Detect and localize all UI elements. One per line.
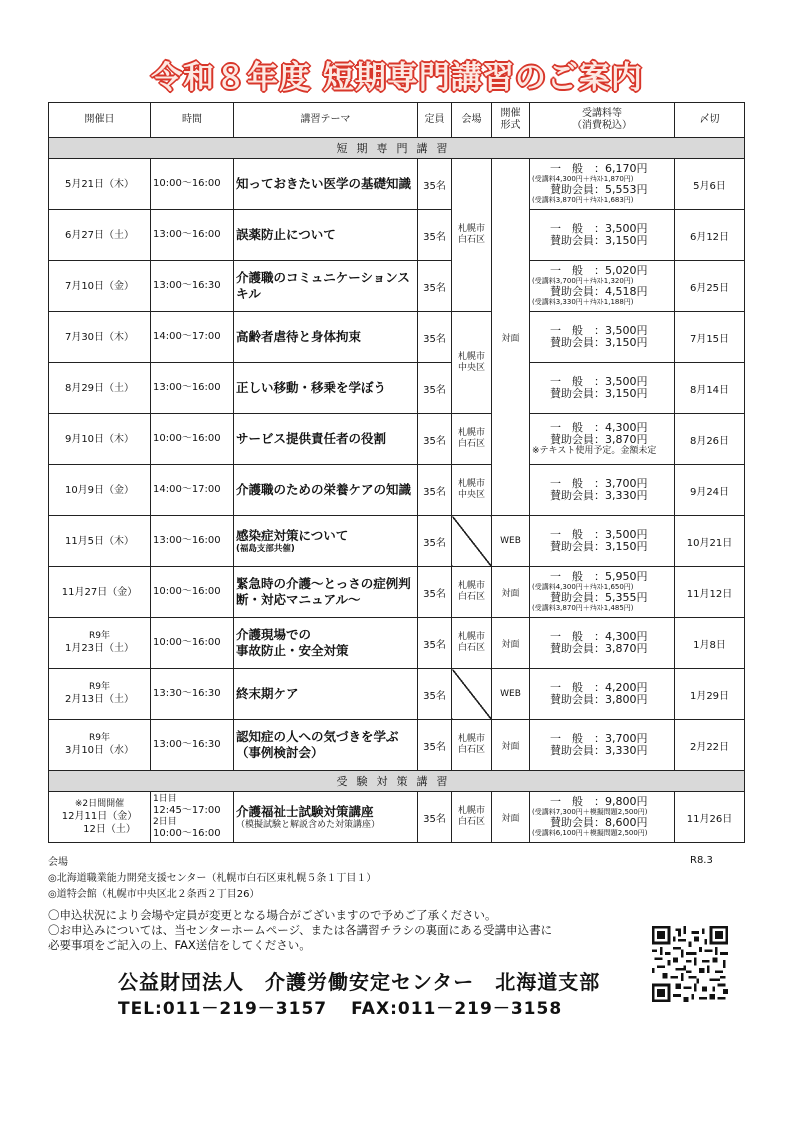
venue-cell: 札幌市 白石区 [452, 720, 492, 771]
notes [48, 908, 552, 953]
venue-cell: 札幌市 白石区 [452, 618, 492, 669]
revision-label: R8.3 [690, 855, 713, 866]
phone-number: TEL:011－219－3157 [118, 999, 328, 1019]
venue-cell: 札幌市 白石区 [452, 414, 492, 465]
schedule-table [48, 102, 745, 843]
table-row: R9年 2月13日（土） 13:30～16:30 終末期ケア 35名 WEB 一 般 ：4,200円 賛助会員：3,800円 1月29日 [49, 669, 745, 720]
note-line: 〇お申込みについては、当センターホームページ、または各講習チラシの裏面にある受講申込書に [48, 923, 553, 937]
section-row-exam: 受験対策講習 [49, 771, 745, 792]
contact-info [118, 994, 562, 1019]
col-capacity: 定員 [418, 103, 452, 138]
venue-cell: 札幌市 中央区 [452, 465, 492, 516]
no-venue-slash [452, 516, 492, 567]
col-format: 開催 形式 [492, 103, 530, 138]
table-row: 11月5日（木） 13:00～16:00 感染症対策について (福島支部共催) 35名 WEB 一 般 ：3,500円 賛助会員：3,150円 10月21日 [49, 516, 745, 567]
col-deadline: 〆切 [675, 103, 745, 138]
table-row: 5月21日（木） 10:00～16:00 知っておきたい医学の基礎知識 35名 札幌市 白石区 対面 一 般 ：6,170円 (受講料4,300円＋ﾃｷｽﾄ1,870円) 賛助会員：5,553円 (受講料3,870円＋ﾃｷｽﾄ1,683円) 5月6日 [49, 159, 745, 210]
table-row: 6月27日（土） 13:00～16:00 誤薬防止について 35名 一 般 ：3,500円 賛助会員：3,150円 6月12日 [49, 210, 745, 261]
page-title: 令和８年度 短期専門講習のご案内 [151, 60, 643, 96]
table-row: 10月9日（金） 14:00～17:00 介護職のための栄養ケアの知識 35名 札幌市 中央区 一 般 ：3,700円 賛助会員：3,330円 9月24日 [49, 465, 745, 516]
note-line: 〇申込状況により会場や定員が変更となる場合がございますので予めご了承ください。 [48, 908, 497, 922]
table-header-row [49, 103, 745, 138]
format-cell: 対面 [492, 159, 530, 516]
col-theme: 講習テーマ [234, 103, 418, 138]
venue-cell: 札幌市 白石区 [452, 159, 492, 312]
venue-cell: 札幌市 中央区 [452, 312, 492, 414]
col-date: 開催日 [49, 103, 151, 138]
table-row: 9月10日（木） 10:00～16:00 サービス提供責任者の役割 35名 札幌市 白石区 一 般 ：4,300円 賛助会員：3,870円 ※テキスト使用予定。金額未定 8月26日 [49, 414, 745, 465]
table-row: 8月29日（土） 13:00～16:00 正しい移動・移乗を学ぼう 35名 一 般 ：3,500円 賛助会員：3,150円 8月14日 [49, 363, 745, 414]
venue-heading: 会場 [48, 857, 68, 868]
col-time: 時間 [151, 103, 234, 138]
section-row-short: 短期専門講習 [49, 138, 745, 159]
no-venue-slash [452, 669, 492, 720]
venue-line-2: ◎道特会館（札幌市中央区北２条西２丁目26） [48, 889, 260, 900]
table-row-exam: ※2日間開催 12月11日（金）12日（土） 1日目 12:45～17:00 2日目 10:00～16:00 介護福祉士試験対策講座 （模擬試験と解説含めた対策講座） 35名 札幌市 白石区 対面 一 般 ：9,800円 (受講料7,300円＋模擬問題2,500円) 賛助会員：8,600円 (受講料6,100円＋模擬問題2,500円) 11月26日 [49, 792, 745, 843]
col-fee: 受講料等 （消費税込） [530, 103, 675, 138]
col-venue: 会場 [452, 103, 492, 138]
table-row: R9年 3月10日（水） 13:00～16:30 認知症の人への気づきを学ぶ（事例検討会） 35名 札幌市 白石区 対面 一 般 ：3,700円 賛助会員：3,330円 2月22日 [49, 720, 745, 771]
fax-number: FAX:011－219－3158 [351, 999, 563, 1019]
venue-cell: 札幌市 白石区 [452, 792, 492, 843]
table-row: 7月30日（木） 14:00～17:00 高齢者虐待と身体拘束 35名 札幌市 中央区 一 般 ：3,500円 賛助会員：3,150円 7月15日 [49, 312, 745, 363]
organization-name: 公益財団法人 介護労働安定センター 北海道支部 [118, 970, 601, 994]
venue-cell: 札幌市 白石区 [452, 567, 492, 618]
qr-code-icon [652, 925, 728, 1003]
table-row: R9年 1月23日（土） 10:00～16:00 介護現場での 事故防止・安全対策 35名 札幌市 白石区 対面 一 般 ：4,300円 賛助会員：3,870円 1月8日 [49, 618, 745, 669]
table-row: 7月10日（金） 13:00～16:30 介護職のコミュニケーションスキル 35名 一 般 ：5,020円 (受講料3,700円＋ﾃｷｽﾄ1,320円) 賛助会員：4,518円 (受講料3,330円＋ﾃｷｽﾄ1,188円) 6月25日 [49, 261, 745, 312]
venue-line-1: ◎北海道職業能力開発支援センター（札幌市白石区東札幌５条１丁目１） [48, 873, 377, 884]
note-line: 必要事項をご記入の上、FAX送信をしてください。 [48, 938, 311, 952]
table-row: 11月27日（金） 10:00～16:00 緊急時の介護～とっさの症例判断・対応マニュアル～ 35名 札幌市 白石区 対面 一 般 ：5,950円 (受講料4,300円＋ﾃｷｽﾄ1,650円) 賛助会員：5,355円 (受講料3,870円＋ﾃｷｽﾄ1,485円) 11月12日 [49, 567, 745, 618]
